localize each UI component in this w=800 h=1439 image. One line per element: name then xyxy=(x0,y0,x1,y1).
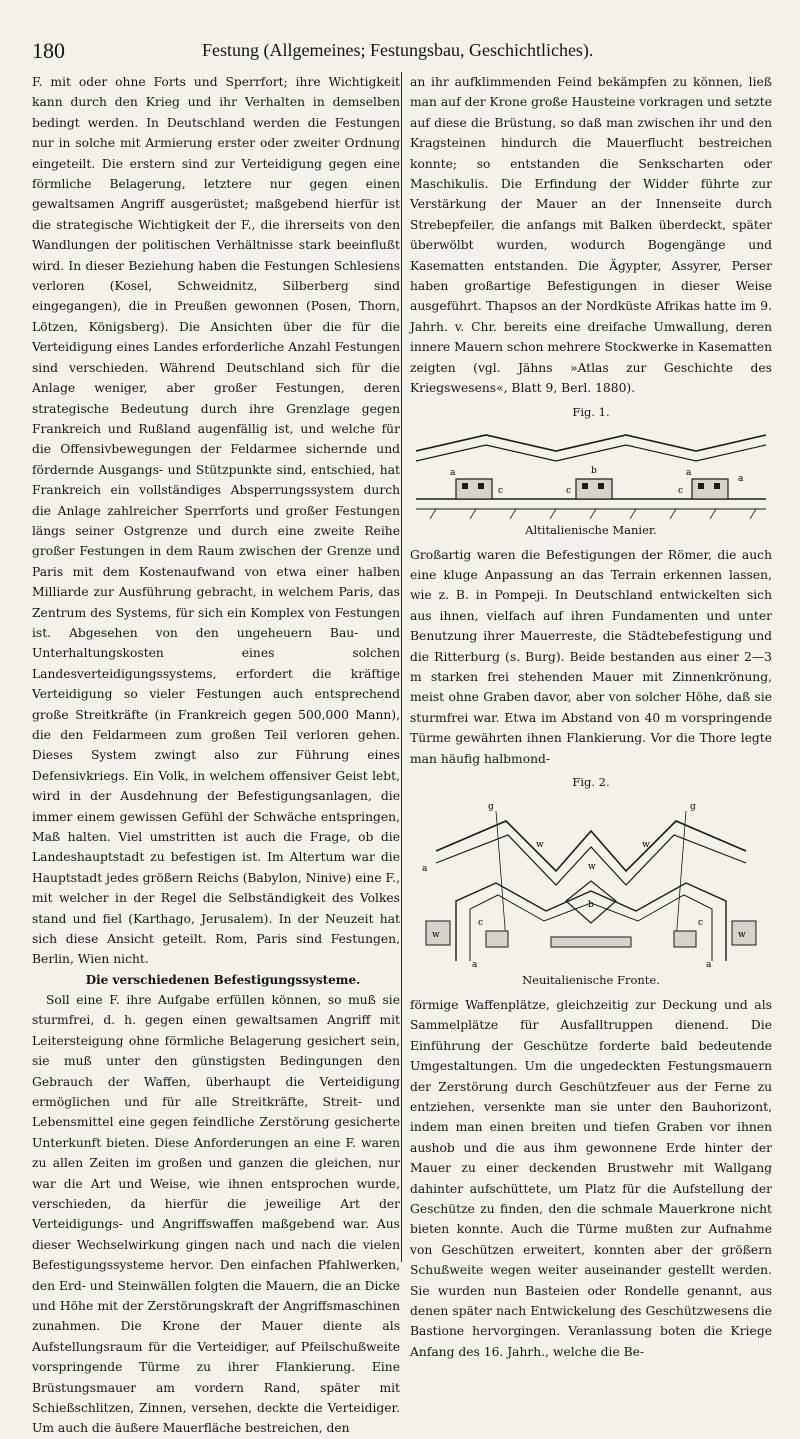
section-heading: Die verschiedenen Befestigungssysteme. xyxy=(85,972,361,987)
figure-1-drawing xyxy=(416,421,766,521)
fig1-letter: c xyxy=(566,485,572,496)
figure-1-label: Fig. 1. xyxy=(572,404,610,419)
fig2-letter: a xyxy=(706,959,712,970)
figure-2-drawing xyxy=(416,791,766,971)
fig1-letter: a xyxy=(686,467,692,478)
fig1-letter: c xyxy=(498,485,504,496)
column-divider xyxy=(401,72,402,1262)
right-column xyxy=(410,72,772,1362)
fig2-letter: g xyxy=(488,801,494,812)
fig2-letter: b xyxy=(588,899,594,910)
fig2-letter: w xyxy=(738,929,746,940)
fig2-letter: w xyxy=(642,839,650,850)
fig2-letter: a xyxy=(422,863,428,874)
left-paragraph-2: Soll eine F. ihre Aufgabe erfüllen können, so muß sie sturmfrei, d. h. gegen einen gewaltsamen Angriff mit Leitersteigung ohne förmliche Belagerung gesichert sein, sie muß unter den günstigsten Bedingungen den Gebrauch der Waffen, überhaupt die Verteidigung ermöglichen und für alle Streitkräfte, Streit- und Lebensmittel eine gegen feindliche Zerstörung gesicherte Unterkunft bieten. Diese Anforderungen an eine F. waren zu allen Zeiten im großen und ganzen die gleichen, nur war die Art und Weise, wie ihnen entsprochen wurde, verschieden, da hierfür die jeweilige Art der Verteidigungs- und Angriffswaffen maßgebend war. Aus dieser Wechselwirkung gingen nach und nach die vielen Befestigungssysteme hervor. Den einfachen Pfahlwerken, den Erd- und Steinwällen folgten die Mauern, die an Dicke und Höhe mit der Zerstörungskraft der Angriffsmaschinen zunahmen. Die Krone der Mauer diente als Aufstellungsraum für die Verteidiger, auf Pfeilschußweite vorspringende Türme zu ihrer Flankierung. Eine Brüstungsmauer am vordern Rand, später mit Schießschlitzen, Zinnen, versehen, deckte die Verteidiger. Um auch die äußere Mauerfläche bestreichen, den xyxy=(32,992,400,1436)
page-header xyxy=(32,34,772,64)
fig2-letter: c xyxy=(698,917,704,928)
figure-2-caption: Neuitalienische Fronte. xyxy=(522,972,660,987)
right-paragraph-3: förmige Waffenplätze, gleichzeitig zur Deckung und als Sammelplätze für Ausfalltruppen dienend. Die Einführung der Geschütze forderte bald bedeutende Umgestaltungen. Um die ungedeckten Festungsmauern der Zerstörung durch Geschützfeuer aus der Ferne zu entziehen, versenkte man sie unter den Bauhorizont, indem man einen breiten und tiefen Graben vor ihnen aushob und die aus ihm gewonnene Erde hinter der Mauer zu einer deckenden Brustwehr mit Wallgang dahinter aufschüttete, um Platz für die Aufstellung der Geschütze zu finden, den die schmale Mauerkrone nicht bieten konnte. Auch die Türme mußten zur Aufnahme von Geschützen erweitert, konnten aber der größern Schußweite wegen weiter auseinander gestellt werden. Sie wurden nun Basteien oder Rondelle genannt, aus denen später nach Entwickelung des Geschützwesens die Bastione hervorgingen. Veranlassung boten die Kriege Anfang des 16. Jahrh., welche die Be- xyxy=(410,997,772,1359)
fig2-letter: c xyxy=(478,917,484,928)
figure-1-caption: Altitalienische Manier. xyxy=(525,522,657,537)
left-column xyxy=(32,72,400,1439)
fig2-letter: w xyxy=(432,929,440,940)
right-paragraph-1: an ihr aufklimmenden Feind bekämpfen zu können, ließ man auf der Krone große Hausteine vorkragen und setzte auf diese die Brüstung, so daß man zwischen ihr und den Kragsteinen hindurch die Mauerflucht bestreichen konnte; so entstanden die Senkscharten oder Maschikulis. Die Erfindung der Widder führte zur Verstärkung der Mauer an der Innenseite durch Strebepfeiler, die anfangs mit Balken überdeckt, später überwölbt wurden, wodurch Bogengänge und Kasematten entstanden. Die Ägypter, Assyrer, Perser haben großartige Befestigungen in dieser Weise ausgeführt. Thapsos an der Nordküste Afrikas hatte im 9. Jahrh. v. Chr. bereits eine dreifache Umwallung, deren innere Mauern schon mehrere Stockwerke in Kasematten zeigten (vgl. Jähns »Atlas zur Geschichte des Kriegswesens«, Blatt 9, Berl. 1880). xyxy=(410,75,772,396)
figure-2-label: Fig. 2. xyxy=(572,774,610,789)
figure-2 xyxy=(410,773,772,989)
fig2-letter: a xyxy=(472,959,478,970)
figure-1 xyxy=(410,403,772,539)
running-title: Festung (Allgemeines; Festungsbau, Geschichtliches). xyxy=(202,40,594,60)
fig2-letter: w xyxy=(588,861,596,872)
fig1-letter: b xyxy=(591,465,597,476)
fig2-letter: w xyxy=(536,839,544,850)
fig1-letter: a xyxy=(738,473,744,484)
fig2-letter: g xyxy=(690,801,696,812)
fig1-letter: c xyxy=(678,485,684,496)
left-paragraph-1: F. mit oder ohne Forts und Sperrfort; ihre Wichtigkeit kann durch den Krieg und ihr Verhalten in demselben bedingt werden. In Deutschland werden die Festungen nur in solche mit Armierung erster oder zweiter Ordnung eingeteilt. Die erstern sind zur Verteidigung gegen eine förmliche Belagerung, letztere nur gegen einen gewaltsamen Angriff ausgerüstet; maßgebend hierfür ist die strategische Wichtigkeit der F., die ihrerseits von den Wandlungen der politischen Verhältnisse stark beeinflußt wird. In dieser Beziehung haben die Festungen Schlesiens verloren (Kosel, Schweidnitz, Silberberg sind eingegangen), die in Preußen gewonnen (Posen, Thorn, Lötzen, Königsberg). Die Ansichten über die für die Verteidigung eines Landes erforderliche Anzahl Festungen sind verschieden. Während Deutschland sich für die Anlage weniger, aber großer Festungen, deren strategische Bedeutung durch ihre Grenzlage gegen Frankreich und Rußland augenfällig ist, und welche für die Offensivbewegungen der Feldarmee sichernde und fördernde Ausgangs- und Stützpunkte sind, entschied, hat Frankreich ein vollständiges Absperrungssystem durch die Anlage zahlreicher Sperrforts und großer Festungen längs seiner Ostgrenze und durch eine zweite Reihe großer Festungen in dem Raum zwischen der Grenze und Paris mit dem Kostenaufwand von etwa einer halben Milliarde zur Ausführung gebracht, in welchem Paris, das Zentrum des Systems, für sich ein Komplex von Festungen ist. Abgesehen von den ungeheuern Bau- und Unterhaltungskosten eines solchen Landesverteidigungssystems, erfordert die kräftige Verteidigung so vieler Festungen auch entsprechend große Streitkräfte (in Frankreich gegen 500,000 Mann), die den Feldarmeen zum großen Teil verloren gehen. Dieses System zwingt also zur Führung eines Defensivkriegs. Ein Volk, in welchem offensiver Geist lebt, wird in der Ausdehnung der Befestigungsanlagen, die immer einem gewissen Gefühl der Schwäche entspringen, Maß halten. Viel umstritten ist auch die Frage, ob die Landeshauptstadt zu befestigen ist. Im Altertum war die Hauptstadt jedes größern Reichs (Babylon, Ninive) eine F., mit welcher in der Regel die Selbständigkeit des Volkes stand und fiel (Karthago, Jerusalem). In der Neuzeit hat sich diese Ansicht geteilt. Rom, Paris sind Festungen, Berlin, Wien nicht. xyxy=(32,75,400,967)
page-number: 180 xyxy=(32,38,65,63)
fig1-letter: a xyxy=(450,467,456,478)
right-paragraph-2: Großartig waren die Befestigungen der Römer, die auch eine kluge Anpassung an das Terrain erkennen lassen, wie z. B. in Pompeji. In Deutschland entwickelten sich aus ihnen, vielfach auf ihren Fundamenten und unter Benutzung ihrer Mauerreste, die Städtebefestigung und die Ritterburg (s. Burg). Beide bestanden aus einer 2—3 m starken frei stehenden Mauer mit Zinnenkrönung, meist ohne Graben davor, aber von solcher Höhe, daß sie sturmfrei war. Etwa im Abstand von 40 m vorspringende Türme gewährten ihnen Flankierung. Vor die Thore legte man häufig halbmond- xyxy=(410,547,772,766)
